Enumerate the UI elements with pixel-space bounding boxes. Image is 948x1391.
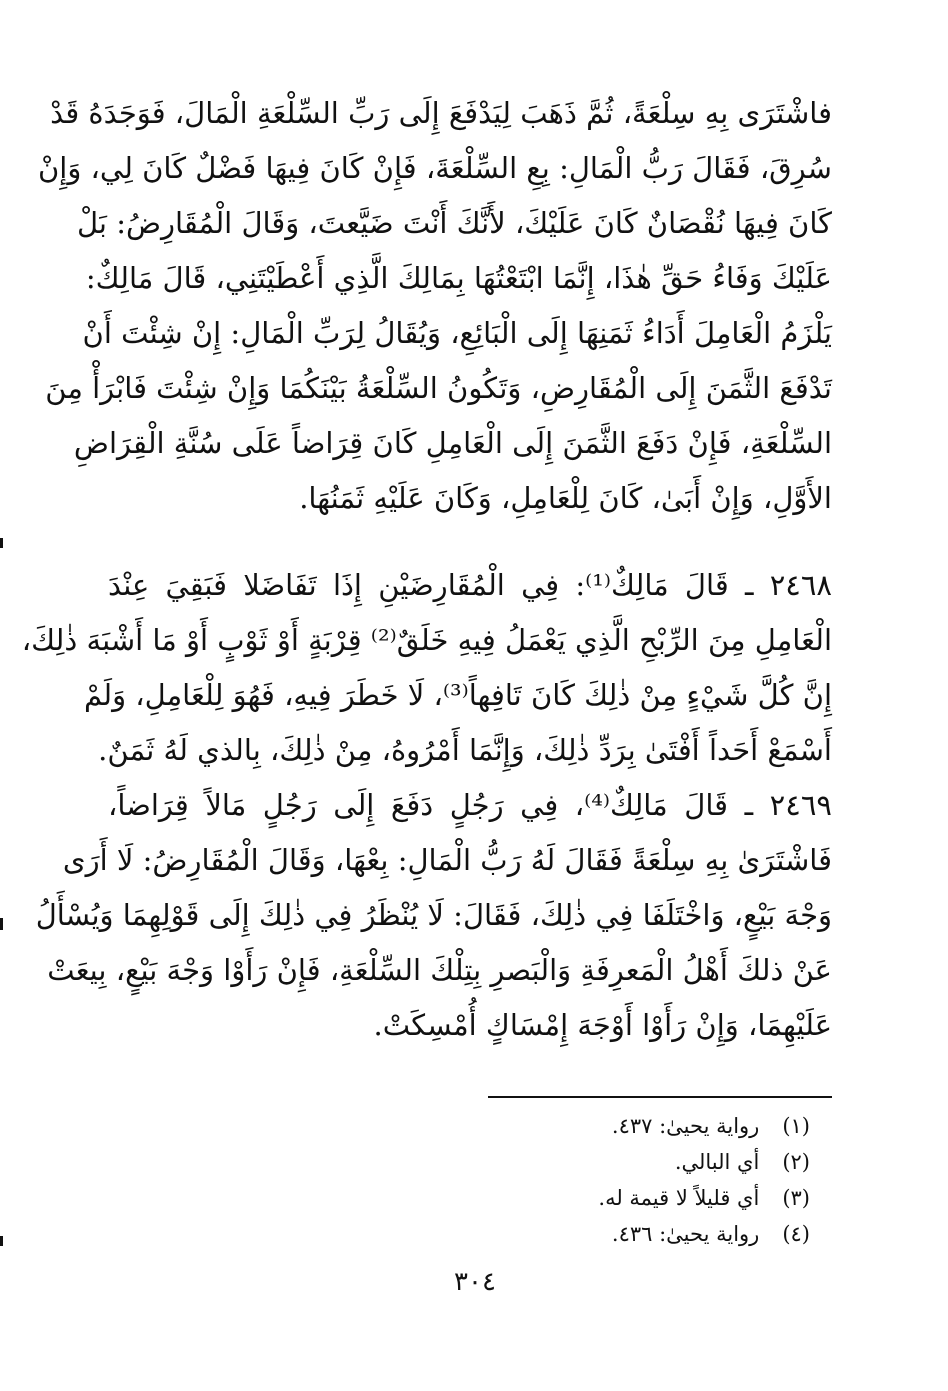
footnote-item (460, 1144, 810, 1180)
text-line: عَلَيْهِمَا، وَإِنْ رَأَوْا أَوْجَهَ إِمْسَاكٍ أُمْسِكَتْ. (373, 1008, 832, 1042)
footnote-number: (٤) (782, 1222, 810, 1246)
text-line: فَاشْتَرَىٰ بِهِ سِلْعَةً فَقَالَ لَهُ رَبُّ الْمَالِ: بِعْهَا، وَقَالَ الْمُقَارِضُ: لَا أَرَى (62, 843, 832, 877)
footnote-text: أي البالي. (674, 1150, 760, 1174)
text-line: ٢٤٦٨ ـ قَالَ مَالِكٌ⁽¹⁾: فِي الْمُقَارِضَيْنِ إِذَا تَفَاضَلا فَبَقِيَ عِنْدَ (108, 568, 832, 602)
footnote-item (460, 1180, 810, 1216)
footnote-number: (٣) (782, 1186, 810, 1210)
page-number: ٣٠٤ (454, 1267, 496, 1297)
text-line: الْعَامِلِ مِنَ الرِّبْحِ الَّذِي يَعْمَلُ فِيهِ خَلَقٌ⁽²⁾ قِرْبَةٍ أَوْ ثَوْبٍ أَوْ مَا أَشْبَهَ ذٰلِكَ، (21, 623, 832, 657)
footnote-text: رواية يحيىٰ: ٤٣٦. (611, 1222, 760, 1246)
scan-edge-mark (0, 538, 3, 548)
footnote-number: (١) (782, 1114, 810, 1138)
scan-edge-mark (0, 1236, 3, 1246)
footnote-item (460, 1216, 810, 1252)
text-line: إِنَّ كُلَّ شَيْءٍ مِنْ ذٰلِكَ كَانَ تَافِهاً⁽³⁾، لَا خَطَرَ فِيهِ، فَهُوَ لِلْعَامِلِ، وَلَمْ (83, 678, 832, 712)
text-line: السِّلْعَةِ، فَإِنْ دَفَعَ الثَّمَنَ إِلَى الْعَامِلِ كَانَ قِرَاضاً عَلَى سُنَّةِ الْقِرَاضِ (73, 426, 832, 460)
text-line: الأَوَّلِ، وَإِنْ أَبَىٰ، كَانَ لِلْعَامِلِ، وَكَانَ عَلَيْهِ ثَمَنُهَا. (299, 481, 832, 515)
text-line: يَلْزَمُ الْعَامِلَ أَدَاءُ ثَمَنِهَا إِلَى الْبَائِعِ، وَيُقَالُ لِرَبِّ الْمَالِ: إِنْ شِئْتَ أَنْ (82, 316, 832, 350)
paragraph-gap (108, 526, 832, 558)
text-line: ٢٤٦٩ ـ قَالَ مَالِكٌ⁽⁴⁾، فِي رَجُلٍ دَفَعَ إِلَى رَجُلٍ مَالاً قِرَاضاً، (108, 788, 832, 822)
text-line: تَدْفَعَ الثَّمَنَ إِلَى الْمُقَارِضِ، وَتَكُونُ السِّلْعَةُ بَيْنَكُمَا وَإِنْ شِئْتَ فَابْرَأْ مِنَ (45, 371, 832, 405)
text-line: سُرِقَ، فَقَالَ رَبُّ الْمَالِ: بِعِ السِّلْعَةَ، فَإِنْ كَانَ فِيهَا فَضْلٌ كَانَ لِي، وَإِنْ (37, 151, 832, 185)
text-line: أَسْمَعْ أَحَداً أَفْتَىٰ بِرَدِّ ذٰلِكَ، وَإِنَّمَا أَمْرُوهُ، مِنْ ذٰلِكَ، بِالذي لَهُ ثَمَنٌ. (98, 733, 832, 767)
text-line: عَلَيْكَ وَفَاءُ حَقِّ هٰذَا، إِنَّمَا ابْتَعْتُهَا بِمَالِكَ الَّذِي أَعْطَيْتَنِي، قَالَ مَالِكٌ: (85, 261, 832, 295)
text-line: فاشْتَرَى بِهِ سِلْعَةً، ثُمَّ ذَهَبَ لِيَدْفَعَ إِلَى رَبِّ السِّلْعَةِ الْمَالَ، فَوَجَدَهُ قَدْ (50, 96, 832, 130)
footnote-text: أي قليلاً لا قيمة له. (598, 1186, 760, 1210)
scan-edge-mark (0, 918, 3, 930)
text-line: كَانَ فِيهَا نُقْصَانٌ كَانَ عَلَيْكَ، لأَنَّكَ أَنْتَ ضَيَّعتَ، وَقَالَ الْمُقَارِضُ: بَلْ (76, 206, 832, 240)
footnote-text: رواية يحيىٰ: ٤٣٧. (611, 1114, 760, 1138)
text-line: وَجْهَ بَيْعٍ، وَاخْتَلَفَا فِي ذٰلِكَ، فَقَالَ: لَا يُنْظَرُ فِي ذٰلِكَ إِلَى قَوْلِهِمَا وَيُسْأَلُ (35, 898, 832, 932)
main-text (21, 86, 832, 1053)
footnote-divider (488, 1096, 832, 1098)
footnote-item (460, 1108, 810, 1144)
footnotes (460, 1108, 810, 1252)
text-line: عَنْ ذلكَ أَهْلُ الْمَعرِفَةِ وَالْبَصرِ بِتِلْكَ السِّلْعَةِ، فَإِنْ رَأَوْا وَجْهَ بَيْعٍ، بِيعَتْ (47, 953, 832, 987)
footnote-number: (٢) (782, 1150, 810, 1174)
